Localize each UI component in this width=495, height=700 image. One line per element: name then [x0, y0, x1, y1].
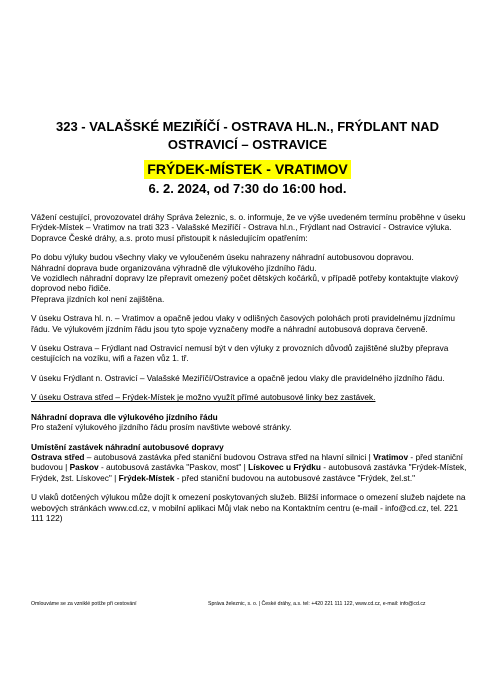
measure-replacement: Po dobu výluky budou všechny vlaky ve vyloučeném úseku nahrazeny náhradní autobusovou dopravou. [31, 252, 414, 263]
measure-bikes: Přeprava jízdních kol není zajištěna. [31, 293, 165, 304]
stops-heading: Umístění zastávek náhradní autobusové dopravy [31, 441, 224, 452]
paragraph-frydlant: V úseku Ostrava – Frýdlant nad Ostravicí nemusí být v den výluky z provozních důvodů zajištěné služby přeprava cestujících na vozíku, wifi a řazen vůz 1. tř. [31, 343, 449, 364]
footer-apology: Omlouváme se za vzniklé potíže při cestování [31, 601, 137, 607]
stops-list [31, 452, 471, 483]
stop-frydek-mistek-desc: - před staniční budovou na autobusové zastávce "Frýdek, žel.st." [174, 472, 416, 483]
notice-title [30, 118, 465, 154]
title-line-2: OSTRAVICÍ – OSTRAVICE [167, 137, 328, 152]
closing-paragraph: U vlaků dotčených výlukou může dojít k omezení poskytovaných služeb. Bližší informace o omezení služeb najdete na webových stránkách www.cd.cz, v mobilní aplikaci Můj vlak nebo na Kontaktním centru (e-mail - info@cd.cz, tel. 221 111 122) [31, 492, 466, 523]
paragraph-meziric: V úseku Frýdlant n. Ostravicí – Valašské Meziříčí/Ostravice a opačně jedou vlaky dle pravidelného jízdního řádu. [31, 372, 445, 383]
paragraph-vratimov: V úseku Ostrava hl. n. – Vratimov a opačně jedou vlaky v odlišných časových polohách proti pravidelnému jízdnímu řádu. Ve výlukovém jízdním řádu jsou tyto spoje vyznačeny modře a náhradní autobusová doprava červeně. [31, 313, 455, 334]
stop-paskov-desc: - autobusová zastávka "Paskov, most" | [98, 462, 249, 473]
measure-strollers: Ve vozidlech náhradní dopravy lze přepravit omezený počet dětských kočárků, v případě potřeby kontaktujte vlakový doprovod nebo řidiče. [31, 273, 459, 294]
measure-timetable: Náhradní doprava bude organizována výhradně dle výlukového jízdního řádu. [31, 262, 317, 273]
stop-vratimov: Vratimov [373, 451, 409, 462]
direct-bus-note: V úseku Ostrava střed – Frýdek-Místek je možno využít přímé autobusové linky bez zastávek. [31, 392, 376, 403]
stop-paskov: Paskov [69, 462, 99, 473]
stop-liskovec-desc: - autobusová zastávka "Frýdek-Místek, Frýdek, žst. Lískovec" | [31, 462, 467, 483]
notice-body [31, 212, 471, 532]
stop-vratimov-desc: - před staniční budovou | [31, 451, 463, 473]
intro-paragraph: Vážení cestující, provozovatel dráhy Správa železnic, s. o. informuje, že ve výše uvedeném termínu proběhne v úseku Frýdek-Místek – Vratimov na trati 323 - Valašské Meziříčí - Ostrava hl.n., Frýdlant nad Ostravicí - Ostravice výluka. [31, 212, 466, 233]
stop-liskovec: Lískovec u Frýdku [248, 462, 321, 473]
stop-ostrava-stred-desc: – autobusová zastávka před staniční budovou Ostrava střed na hlavní silnici | [84, 451, 374, 462]
section-subtitle: FRÝDEK-MÍSTEK - VRATIMOV [144, 160, 350, 179]
intro-operator: Dopravce České dráhy, a.s. proto musí přistoupit k následujícím opatřením: [31, 232, 308, 243]
title-line-1: 323 - VALAŠSKÉ MEZIŘÍČÍ - OSTRAVA HL.N., FRÝDLANT NAD [55, 119, 440, 134]
closure-date: 6. 2. 2024, od 7:30 do 16:00 hod. [148, 181, 347, 196]
subtitle-wrap [0, 160, 495, 179]
timetable-text: Pro stažení výlukového jízdního řádu prosím navštivte webové stránky. [31, 422, 292, 433]
timetable-heading: Náhradní doprava dle výlukového jízdního řádu [31, 411, 218, 422]
stop-ostrava-stred: Ostrava střed [31, 451, 85, 462]
footer-contacts: Správa železnic, s. o. | České dráhy, a.s. tel: +420 221 111 122, www.cd.cz, e-mail: info@cd.cz [208, 601, 426, 607]
stop-frydek-mistek: Frýdek-Místek [118, 472, 175, 483]
